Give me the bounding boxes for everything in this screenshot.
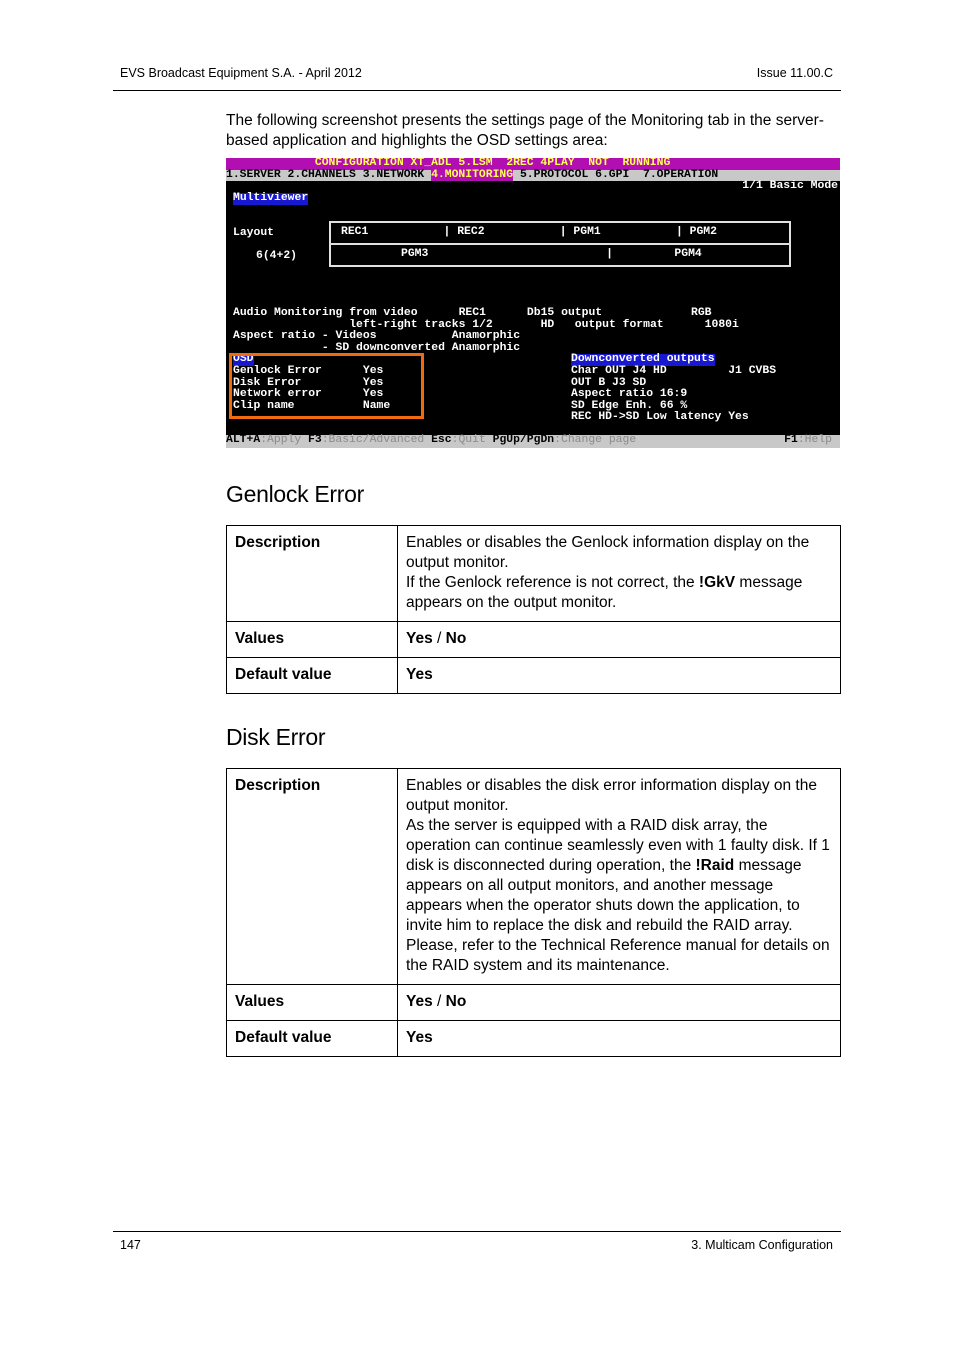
key-esc-desc: :Quit (451, 434, 493, 446)
osd-disk: Disk Error Yes (233, 376, 384, 389)
default-label: Default value (227, 1021, 398, 1057)
description-p2-pre: As the server is equipped with a RAID disk array, the operation can continue seamlessly even with 1 faulty disk. If 1 disk is disconnected during operation, the (406, 817, 830, 874)
description-p2-bold: !GkV (698, 574, 736, 591)
table-row (227, 622, 841, 658)
values-yes: Yes (406, 993, 433, 1010)
downconverted-5: REC HD->SD Low latency Yes (571, 411, 749, 424)
key-f1-desc: :Help (797, 434, 832, 446)
values-cell (398, 622, 841, 658)
osd-highlight-box (229, 353, 424, 419)
values-sep: / (432, 630, 446, 647)
description-p2-post: message appears on the output monitor. (406, 574, 803, 611)
description-p1: Enables or disables the Genlock information display on the output monitor. (406, 534, 810, 571)
description-p1: Enables or disables the disk error information display on the output monitor. (406, 777, 817, 814)
layout-divider (331, 243, 789, 245)
tabs-before: 1.SERVER 2.CHANNELS 3.NETWORK (226, 168, 432, 181)
layout-label: Layout (233, 227, 275, 239)
default-label: Default value (227, 658, 398, 694)
aspect-line-2: - SD downconverted Anamorphic (233, 341, 521, 354)
tabs-after: 5.PROTOCOL 6.GPI 7.OPERATION (513, 168, 719, 181)
default-cell (398, 658, 841, 694)
key-f3-desc: :Basic/Advanced (321, 434, 432, 446)
values-label: Values (227, 985, 398, 1021)
layout-row-2: PGM3 | PGM4 (401, 248, 702, 260)
description-p2-bold: !Raid (695, 857, 735, 874)
description-cell (398, 526, 841, 622)
table-row (227, 658, 841, 694)
header-divider (113, 90, 841, 91)
default-value: Yes (406, 1029, 433, 1046)
footer-divider (113, 1231, 841, 1232)
values-no: No (445, 630, 467, 647)
description-cell (398, 769, 841, 985)
page-number: 147 (120, 1238, 141, 1252)
osd-title: OSD (233, 353, 254, 366)
section-title-genlock: Genlock Error (226, 481, 364, 507)
section-multiviewer: Multiviewer (233, 192, 309, 204)
layout-row-1: REC1 | REC2 | PGM1 | PGM2 (341, 226, 717, 238)
key-f1-group (784, 435, 832, 447)
values-sep: / (432, 993, 446, 1010)
table-row (227, 1021, 841, 1057)
terminal-status-bar (226, 435, 840, 448)
header-right: Issue 11.00.C (756, 66, 833, 80)
key-alt-a-desc: :Apply (260, 434, 309, 446)
description-label: Description (227, 769, 398, 985)
downconverted-3: Aspect ratio 16:9 (571, 388, 688, 401)
downconverted-2: OUT B J3 SD (571, 376, 647, 389)
tab-monitoring: 4.MONITORING (431, 168, 514, 181)
layout-value: 6(4+2) (256, 250, 298, 262)
key-alt-a: ALT+A (226, 434, 261, 446)
layout-grid (329, 221, 791, 267)
audio-line-1: Audio Monitoring from video REC1 Db15 output RGB (233, 307, 712, 319)
disk-table (226, 768, 841, 1057)
description-label: Description (227, 526, 398, 622)
osd-genlock: Genlock Error Yes (233, 365, 384, 377)
default-cell (398, 1021, 841, 1057)
downconverted-4: SD Edge Enh. 66 % (571, 399, 688, 412)
intro-paragraph: The following screenshot presents the settings page of the Monitoring tab in the server-based application and highlights the OSD settings area: (226, 112, 824, 149)
default-value: Yes (406, 666, 433, 683)
osd-network: Network error Yes (233, 388, 384, 401)
terminal-title-bar: CONFIGURATION XT_ADL 5.LSM 2REC 4PLAY NOT RUNNING (226, 158, 840, 170)
downconverted-title: Downconverted outputs (571, 353, 715, 366)
values-no: No (445, 993, 467, 1010)
footer-chapter: 3. Multicam Configuration (691, 1238, 833, 1252)
values-label: Values (227, 622, 398, 658)
values-cell (398, 985, 841, 1021)
description-p2-post: message appears on all output monitors, and another message appears when the operator shuts down the application, to invite him to replace the disk and rebuild the RAID array. (406, 857, 802, 934)
values-yes: Yes (406, 630, 433, 647)
downconverted-1: Char OUT J4 HD J1 CVBS (571, 365, 777, 377)
key-pgup-desc: :Change page (554, 434, 637, 446)
page-mode: 1/1 Basic Mode (742, 180, 838, 192)
key-pgup: PgUp/PgDn (492, 434, 555, 446)
section-title-disk: Disk Error (226, 724, 326, 750)
table-row (227, 985, 841, 1021)
aspect-line-1: Aspect ratio - Videos Anamorphic (233, 330, 521, 343)
key-f3: F3 (308, 434, 322, 446)
key-f1: F1 (784, 434, 798, 446)
audio-line-2: left-right tracks 1/2 HD output format 1080i (233, 318, 739, 331)
header-left: EVS Broadcast Equipment S.A. - April 2012 (120, 66, 362, 80)
description-p2-pre: If the Genlock reference is not correct, the (406, 574, 699, 591)
table-row (227, 526, 841, 622)
table-row (227, 769, 841, 985)
key-esc: Esc (431, 434, 452, 446)
genlock-table (226, 525, 841, 694)
monitoring-screenshot (226, 158, 840, 448)
description-p3: Please, refer to the Technical Reference manual for details on the RAID system and its maintenance. (406, 937, 830, 974)
osd-clip: Clip name Name (233, 399, 391, 412)
